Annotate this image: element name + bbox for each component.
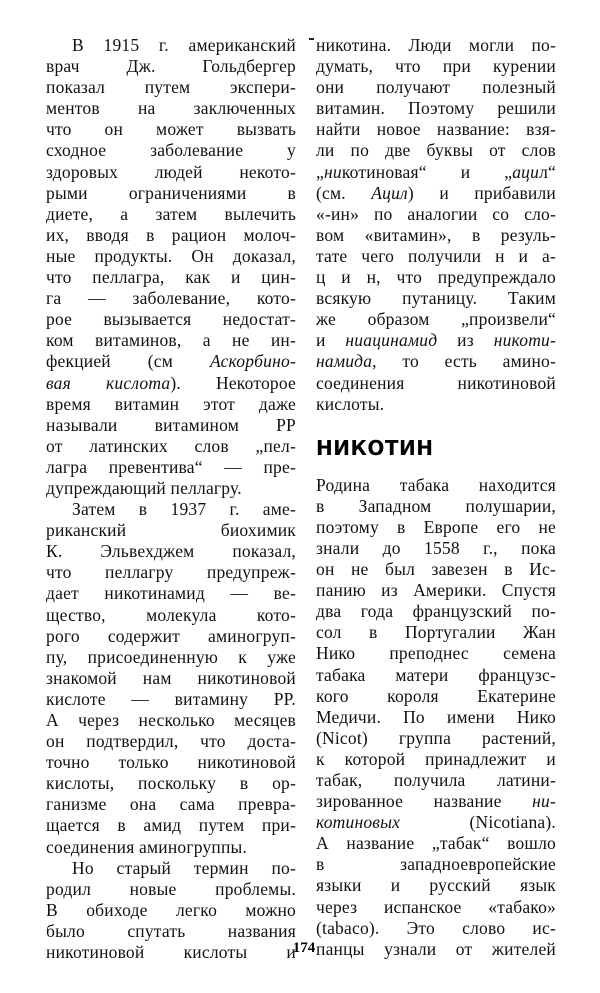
text-line: в западноевропейские [316, 854, 556, 875]
text-line [316, 183, 556, 204]
text-line [316, 330, 556, 351]
right-column [316, 35, 556, 960]
text-line: вом «витамин», в резуль- [316, 224, 556, 245]
text-fragment: фекцией (см [46, 351, 210, 372]
text-line: в Западном полушарии, [316, 495, 556, 516]
text-line: соединения аминогруппы. [46, 836, 248, 857]
text-line: пу, присоединенную к уже [46, 646, 296, 667]
text-fragment: „ [316, 161, 324, 182]
text-fragment: и [316, 330, 346, 351]
text-fragment: ) и прибавили [407, 182, 556, 203]
text-line: панию из Америки. Спустя [316, 580, 556, 601]
text-line: врач Дж. Гольдбергер [46, 56, 296, 77]
text-line: А название „табак“ вошло [316, 833, 556, 854]
left-column [46, 35, 296, 963]
text-line: К. Эльвехджем показал, [46, 541, 296, 562]
text-line: он подтвердил, что доста- [46, 731, 296, 752]
italic-term: Ацил [371, 182, 408, 203]
text-line [316, 791, 556, 812]
text-line: А через несколько месяцев [46, 710, 296, 730]
text-line: думать, что при курении [316, 56, 556, 77]
text-line: соединения никотиновой [316, 372, 556, 393]
text-line: витамин. Поэтому решили [316, 98, 556, 119]
italic-term: аци [512, 161, 540, 182]
text-line: языки и русский язык [316, 875, 556, 896]
text-line: га — заболевание, кото- [46, 288, 296, 309]
right-column-continuation [316, 35, 556, 415]
text-line: кислоты, поскольку в ор- [46, 773, 296, 794]
italic-term: ниацинамид [345, 330, 438, 351]
italic-term: вая кислота [46, 372, 171, 393]
text-line: два года французский по- [316, 601, 556, 622]
text-line: рое вызывается недостат- [46, 309, 296, 330]
text-line: что пеллагра, как и цин- [46, 267, 296, 288]
text-line: ные продукты. Он доказал, [46, 245, 296, 266]
text-line: Родина табака находится [316, 474, 556, 495]
text-line: показал путем экспери- [46, 77, 296, 98]
text-line: ганизме она сама превра- [46, 794, 296, 815]
text-line: (Nicot) группа растений, [316, 727, 556, 748]
text-line: ком витаминов, а не ин- [46, 330, 296, 351]
text-fragment: (см. [316, 182, 372, 203]
text-line: Медичи. По имени Нико [316, 706, 556, 727]
text-line [316, 351, 556, 372]
text-fragment: л“ [539, 161, 556, 182]
text-line: щается в амид путем при- [46, 815, 296, 836]
text-line: называли витамином РР [46, 414, 296, 435]
text-line: дупреждающий пеллагру. [46, 477, 242, 498]
italic-term: котиновых [316, 812, 401, 833]
text-line: В 1915 г. американский [72, 35, 296, 55]
text-line: к которой принадлежит и [316, 748, 556, 769]
italic-term: ни- [532, 791, 556, 812]
text-line: риканский биохимик [46, 520, 296, 541]
text-line: никотиновой кислоты и [46, 942, 296, 963]
text-fragment: (Nicotiana). [400, 812, 556, 833]
text-line: панцы узнали от жителей [316, 938, 556, 959]
text-line: кислоты. [316, 393, 385, 414]
text-line: родил новые проблемы. [46, 878, 296, 899]
text-line: сол в Португалии Жан [316, 622, 556, 643]
text-line: что пеллагру предупреж- [46, 562, 296, 583]
italic-term: намида [316, 351, 373, 372]
page-number: 174 [292, 940, 316, 956]
text-line: рыми ограничениями в [46, 182, 296, 203]
text-line: от латинских слов „пел- [46, 435, 296, 456]
text-line: ментов на заключенных [46, 98, 296, 119]
text-line: всякую путаницу. Таким [316, 288, 556, 309]
text-fragment: из [437, 330, 494, 351]
text-line: ц и н, что предупреждало [316, 267, 556, 288]
article-heading: НИКОТИН [316, 435, 434, 460]
text-line: знакомой нам никотиновой [46, 667, 296, 688]
text-line: время витамин этот даже [46, 393, 296, 414]
text-line: Но старый термин по- [72, 857, 296, 878]
text-line: рого содержит аминогруп- [46, 625, 296, 646]
text-line: их, вводя в рацион молоч- [46, 224, 296, 245]
text-fragment: , то есть амино- [372, 351, 556, 372]
text-line: диете, а затем вылечить [46, 203, 296, 224]
text-fragment: ). Некоторое [170, 372, 296, 393]
italic-term: Аскорбино- [209, 351, 296, 372]
text-line: никотина. Люди могли по- [316, 35, 556, 55]
text-line [316, 162, 556, 183]
text-line: было спутать названия [46, 920, 296, 941]
italic-term: ни [323, 161, 342, 182]
text-line: дает никотинамид — ве- [46, 583, 296, 604]
italic-term: никоти- [493, 330, 557, 351]
text-line: здоровых людей некото- [46, 161, 296, 182]
text-line: через испанское «табако» [316, 896, 556, 917]
article-body-nicotine [316, 475, 556, 960]
text-line: табака матери французс- [316, 664, 556, 685]
text-line: поэтому в Европе его не [316, 516, 556, 537]
text-line [316, 812, 556, 833]
text-line [46, 351, 296, 372]
margin-mark [309, 38, 314, 40]
text-line: ли по две буквы от слов [316, 140, 556, 161]
text-line: что он может вызвать [46, 119, 296, 140]
text-line: же образом „произвели“ [316, 309, 556, 330]
text-line: кислоте — витамину РР. [46, 688, 296, 709]
text-line: Нико преподнес семена [316, 643, 556, 664]
text-line: найти новое название: взя- [316, 119, 556, 140]
text-line: лагра превентива“ — пре- [46, 456, 296, 477]
text-line: кого короля Екатерине [316, 685, 556, 706]
text-line: он не был завезен в Ис- [316, 559, 556, 580]
text-line: «-ин» по аналогии со сло- [316, 203, 556, 224]
text-fragment: котиновая“ и „ [341, 161, 513, 182]
text-line: Затем в 1937 г. аме- [72, 499, 296, 520]
text-line: тате чего получили н и а- [316, 245, 556, 266]
text-line: В обиходе легко можно [46, 899, 296, 920]
text-line: щество, молекула кото- [46, 604, 296, 625]
text-line [46, 373, 296, 394]
text-line: знали до 1558 г., пока [316, 537, 556, 558]
text-line: точно только никотиновой [46, 752, 296, 773]
text-line: табак, получила латини- [316, 770, 556, 790]
text-line: (tabaco). Это слово ис- [316, 917, 556, 938]
text-fragment: зированное название [316, 791, 533, 812]
text-line: сходное заболевание у [46, 140, 296, 161]
text-line: они получают полезный [316, 77, 556, 98]
